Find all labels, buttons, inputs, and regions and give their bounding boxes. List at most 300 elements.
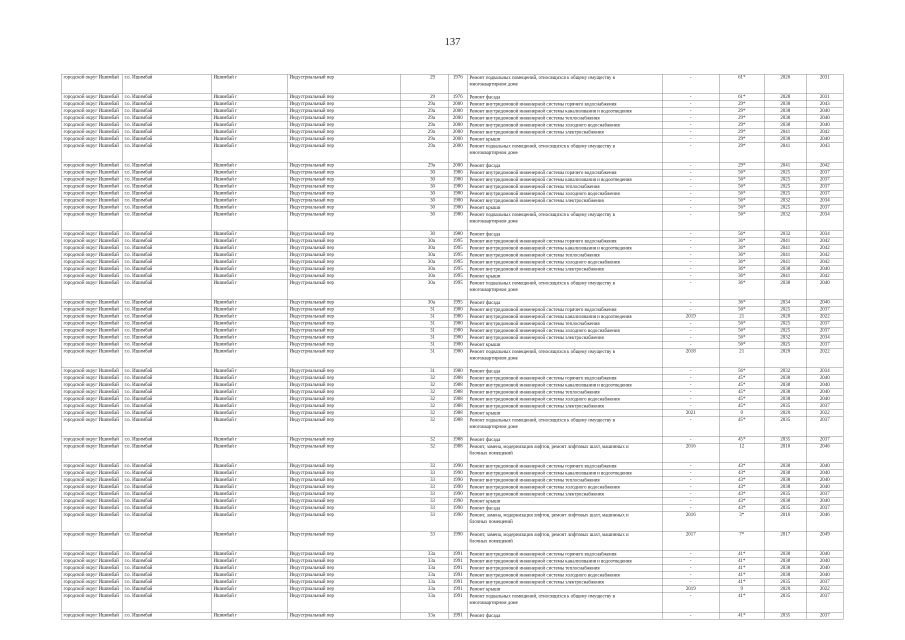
house-number-cell: 33а — [400, 565, 448, 572]
build-year-cell: 2000 — [448, 143, 467, 163]
wear-cell: 56* — [719, 197, 764, 204]
wear-cell: 56* — [719, 183, 764, 190]
house-number-cell: 33 — [400, 531, 448, 551]
plan-start-cell: 2038 — [764, 565, 806, 572]
street-cell: Индустриальный пер — [287, 505, 400, 512]
settlement-cell: Ишимбай г — [211, 531, 287, 551]
district-cell: городской округ Ишимбай — [61, 143, 122, 163]
district-cell: городской округ Ишимбай — [61, 108, 122, 115]
house-number-cell: 33 — [400, 505, 448, 512]
table-row — [61, 238, 843, 245]
municipality-cell: г.о. Ишимбай — [122, 108, 211, 115]
table-row — [61, 512, 843, 532]
work-type-cell: Ремонт внутридомовой инженерной системы канализования и водоотведения — [467, 245, 662, 252]
municipality-cell: г.о. Ишимбай — [122, 417, 211, 437]
street-cell: Индустриальный пер — [287, 115, 400, 122]
wear-cell: 41* — [719, 565, 764, 572]
last-repair-year-cell: 2017 — [662, 531, 719, 551]
last-repair-year-cell: - — [662, 129, 719, 136]
work-type-cell: Ремонт внутридомовой инженерной системы горячего водоснабжения — [467, 375, 662, 382]
table-row — [61, 136, 843, 143]
street-cell: Индустриальный пер — [287, 252, 400, 259]
municipality-cell: г.о. Ишимбай — [122, 273, 211, 280]
settlement-cell: Ишимбай г — [211, 558, 287, 565]
plan-end-cell: 2037 — [806, 505, 843, 512]
street-cell: Индустриальный пер — [287, 94, 400, 101]
plan-start-cell: 2038 — [764, 389, 806, 396]
wear-cell: 41* — [719, 572, 764, 579]
work-type-cell: Ремонт крыши — [467, 273, 662, 280]
last-repair-year-cell: - — [662, 375, 719, 382]
house-number-cell: 31 — [400, 306, 448, 313]
settlement-cell: Ишимбай г — [211, 231, 287, 238]
street-cell: Индустриальный пер — [287, 579, 400, 586]
build-year-cell: 1990 — [448, 470, 467, 477]
house-number-cell: 29а — [400, 162, 448, 169]
last-repair-year-cell: - — [662, 136, 719, 143]
work-type-cell: Ремонт внутридомовой инженерной системы теплоснабжения — [467, 565, 662, 572]
municipality-cell: г.о. Ишимбай — [122, 94, 211, 101]
build-year-cell: 1991 — [448, 558, 467, 565]
district-cell: городской округ Ишимбай — [61, 375, 122, 382]
wear-cell: 45* — [719, 389, 764, 396]
plan-start-cell: 2032 — [764, 231, 806, 238]
district-cell: городской округ Ишимбай — [61, 498, 122, 505]
street-cell: Индустриальный пер — [287, 396, 400, 403]
work-type-cell: Ремонт внутридомовой инженерной системы теплоснабжения — [467, 183, 662, 190]
wear-cell: 45* — [719, 436, 764, 443]
last-repair-year-cell: - — [662, 498, 719, 505]
wear-cell: 36* — [719, 259, 764, 266]
last-repair-year-cell: - — [662, 122, 719, 129]
plan-start-cell: 2038 — [764, 280, 806, 300]
house-number-cell: 31 — [400, 334, 448, 341]
street-cell: Индустриальный пер — [287, 341, 400, 348]
settlement-cell: Ишимбай г — [211, 512, 287, 532]
settlement-cell: Ишимбай г — [211, 245, 287, 252]
district-cell: городской округ Ишимбай — [61, 572, 122, 579]
plan-end-cell: 2040 — [806, 136, 843, 143]
municipality-cell: г.о. Ишимбай — [122, 498, 211, 505]
last-repair-year-cell: - — [662, 169, 719, 176]
street-cell: Индустриальный пер — [287, 313, 400, 320]
plan-start-cell: 2041 — [764, 259, 806, 266]
work-type-cell: Ремонт внутридомовой инженерной системы теплоснабжения — [467, 320, 662, 327]
municipality-cell: г.о. Ишимбай — [122, 586, 211, 593]
table-row — [61, 612, 843, 619]
table-row — [61, 443, 843, 463]
work-type-cell: Ремонт внутридомовой инженерной системы канализования и водоотведения — [467, 108, 662, 115]
wear-cell: 29* — [719, 108, 764, 115]
district-cell: городской округ Ишимбай — [61, 593, 122, 613]
house-number-cell: 30 — [400, 204, 448, 211]
wear-cell: 56* — [719, 204, 764, 211]
plan-start-cell: 2038 — [764, 122, 806, 129]
settlement-cell: Ишимбай г — [211, 273, 287, 280]
street-cell: Индустриальный пер — [287, 136, 400, 143]
street-cell: Индустриальный пер — [287, 348, 400, 368]
municipality-cell: г.о. Ишимбай — [122, 593, 211, 613]
build-year-cell: 1991 — [448, 565, 467, 572]
build-year-cell: 1980 — [448, 327, 467, 334]
plan-start-cell: 2038 — [764, 484, 806, 491]
last-repair-year-cell: - — [662, 565, 719, 572]
municipality-cell: г.о. Ишимбай — [122, 74, 211, 94]
wear-cell: 56* — [719, 190, 764, 197]
wear-cell: 36* — [719, 238, 764, 245]
work-type-cell: Ремонт подвальных помещений, относящихся к общему имуществу в многоквартирном доме — [467, 143, 662, 163]
municipality-cell: г.о. Ишимбай — [122, 389, 211, 396]
street-cell: Индустриальный пер — [287, 108, 400, 115]
table-row — [61, 572, 843, 579]
plan-end-cell: 2037 — [806, 436, 843, 443]
municipality-cell: г.о. Ишимбай — [122, 327, 211, 334]
settlement-cell: Ишимбай г — [211, 211, 287, 231]
wear-cell: 21 — [719, 348, 764, 368]
last-repair-year-cell: - — [662, 115, 719, 122]
settlement-cell: Ишимбай г — [211, 115, 287, 122]
settlement-cell: Ишимбай г — [211, 586, 287, 593]
street-cell: Индустриальный пер — [287, 512, 400, 532]
settlement-cell: Ишимбай г — [211, 266, 287, 273]
last-repair-year-cell: - — [662, 593, 719, 613]
municipality-cell: г.о. Ишимбай — [122, 211, 211, 231]
plan-end-cell: 2037 — [806, 190, 843, 197]
wear-cell: 56* — [719, 334, 764, 341]
house-number-cell: 29 — [400, 94, 448, 101]
district-cell: городской округ Ишимбай — [61, 238, 122, 245]
house-number-cell: 32 — [400, 389, 448, 396]
municipality-cell: г.о. Ишимбай — [122, 313, 211, 320]
build-year-cell: 1995 — [448, 280, 467, 300]
house-number-cell: 29а — [400, 129, 448, 136]
last-repair-year-cell: - — [662, 463, 719, 470]
build-year-cell: 2000 — [448, 162, 467, 169]
table-row — [61, 498, 843, 505]
wear-cell: 0 — [719, 410, 764, 417]
wear-cell: 36* — [719, 252, 764, 259]
wear-cell: 9 — [719, 586, 764, 593]
last-repair-year-cell: - — [662, 334, 719, 341]
street-cell: Индустриальный пер — [287, 306, 400, 313]
district-cell: городской округ Ишимбай — [61, 612, 122, 619]
municipality-cell: г.о. Ишимбай — [122, 129, 211, 136]
municipality-cell: г.о. Ишимбай — [122, 334, 211, 341]
plan-end-cell: 2037 — [806, 183, 843, 190]
build-year-cell: 1980 — [448, 169, 467, 176]
last-repair-year-cell: - — [662, 551, 719, 558]
district-cell: городской округ Ишимбай — [61, 551, 122, 558]
plan-start-cell: 2025 — [764, 341, 806, 348]
work-type-cell: Ремонт внутридомовой инженерной системы теплоснабжения — [467, 252, 662, 259]
work-type-cell: Ремонт крыши — [467, 136, 662, 143]
work-type-cell: Ремонт внутридомовой инженерной системы горячего водоснабжения — [467, 463, 662, 470]
plan-end-cell: 2042 — [806, 252, 843, 259]
district-cell: городской округ Ишимбай — [61, 565, 122, 572]
wear-cell: 29* — [719, 129, 764, 136]
municipality-cell: г.о. Ишимбай — [122, 436, 211, 443]
settlement-cell: Ишимбай г — [211, 183, 287, 190]
table-row — [61, 477, 843, 484]
work-type-cell: Ремонт фасада — [467, 299, 662, 306]
wear-cell: 29* — [719, 122, 764, 129]
municipality-cell: г.о. Ишимбай — [122, 484, 211, 491]
district-cell: городской округ Ишимбай — [61, 505, 122, 512]
plan-end-cell: 2040 — [806, 484, 843, 491]
last-repair-year-cell: 2019 — [662, 586, 719, 593]
settlement-cell: Ишимбай г — [211, 436, 287, 443]
settlement-cell: Ишимбай г — [211, 169, 287, 176]
work-type-cell: Ремонт, замена, модернизация лифтов, ремонт лифтовых шахт, машинных и блочных помещений — [467, 512, 662, 532]
street-cell: Индустриальный пер — [287, 259, 400, 266]
wear-cell: 43* — [719, 470, 764, 477]
last-repair-year-cell: - — [662, 204, 719, 211]
municipality-cell: г.о. Ишимбай — [122, 122, 211, 129]
district-cell: городской округ Ишимбай — [61, 306, 122, 313]
plan-end-cell: 2046 — [806, 443, 843, 463]
municipality-cell: г.о. Ишимбай — [122, 136, 211, 143]
plan-start-cell: 2038 — [764, 463, 806, 470]
plan-start-cell: 2035 — [764, 417, 806, 437]
plan-end-cell: 2040 — [806, 115, 843, 122]
district-cell: городской округ Ишимбай — [61, 410, 122, 417]
wear-cell: 7* — [719, 531, 764, 551]
build-year-cell: 2000 — [448, 136, 467, 143]
municipality-cell: г.о. Ишимбай — [122, 306, 211, 313]
plan-end-cell: 2034 — [806, 334, 843, 341]
settlement-cell: Ишимбай г — [211, 162, 287, 169]
settlement-cell: Ишимбай г — [211, 341, 287, 348]
wear-cell: 56* — [719, 306, 764, 313]
wear-cell: 56* — [719, 169, 764, 176]
plan-start-cell: 2035 — [764, 593, 806, 613]
settlement-cell: Ишимбай г — [211, 612, 287, 619]
table-row — [61, 348, 843, 368]
district-cell: городской округ Ишимбай — [61, 579, 122, 586]
wear-cell: 36* — [719, 245, 764, 252]
build-year-cell: 1995 — [448, 245, 467, 252]
plan-start-cell: 2038 — [764, 477, 806, 484]
house-number-cell: 31 — [400, 320, 448, 327]
house-number-cell: 29а — [400, 101, 448, 108]
table-row — [61, 410, 843, 417]
plan-end-cell: 2040 — [806, 565, 843, 572]
build-year-cell: 1976 — [448, 94, 467, 101]
house-number-cell: 33а — [400, 558, 448, 565]
street-cell: Индустриальный пер — [287, 190, 400, 197]
house-number-cell: 30 — [400, 183, 448, 190]
house-number-cell: 31 — [400, 327, 448, 334]
house-number-cell: 33 — [400, 477, 448, 484]
district-cell: городской округ Ишимбай — [61, 463, 122, 470]
street-cell: Индустриальный пер — [287, 197, 400, 204]
street-cell: Индустриальный пер — [287, 572, 400, 579]
plan-end-cell: 2031 — [806, 94, 843, 101]
build-year-cell: 1988 — [448, 403, 467, 410]
table-row — [61, 389, 843, 396]
wear-cell: 29* — [719, 101, 764, 108]
build-year-cell: 1990 — [448, 498, 467, 505]
municipality-cell: г.о. Ишимбай — [122, 320, 211, 327]
table-row — [61, 491, 843, 498]
plan-end-cell: 2037 — [806, 306, 843, 313]
build-year-cell: 1991 — [448, 551, 467, 558]
settlement-cell: Ишимбай г — [211, 94, 287, 101]
plan-start-cell: 2038 — [764, 115, 806, 122]
house-number-cell: 30а — [400, 266, 448, 273]
municipality-cell: г.о. Ишимбай — [122, 266, 211, 273]
last-repair-year-cell: - — [662, 259, 719, 266]
build-year-cell: 1976 — [448, 74, 467, 94]
house-number-cell: 30а — [400, 259, 448, 266]
plan-start-cell: 2035 — [764, 403, 806, 410]
work-type-cell: Ремонт подвальных помещений, относящихся к общему имуществу в многоквартирном доме — [467, 280, 662, 300]
last-repair-year-cell: - — [662, 477, 719, 484]
settlement-cell: Ишимбай г — [211, 417, 287, 437]
work-type-cell: Ремонт внутридомовой инженерной системы холодного водоснабжения — [467, 572, 662, 579]
work-type-cell: Ремонт внутридомовой инженерной системы канализования и водоотведения — [467, 470, 662, 477]
last-repair-year-cell: - — [662, 231, 719, 238]
plan-start-cell: 2038 — [764, 375, 806, 382]
table-row — [61, 368, 843, 375]
table-row — [61, 143, 843, 163]
municipality-cell: г.о. Ишимбай — [122, 101, 211, 108]
work-type-cell: Ремонт подвальных помещений, относящихся к общему имуществу в многоквартирном доме — [467, 211, 662, 231]
plan-end-cell: 2040 — [806, 463, 843, 470]
plan-start-cell: 2032 — [764, 334, 806, 341]
last-repair-year-cell: - — [662, 238, 719, 245]
build-year-cell: 1980 — [448, 306, 467, 313]
house-number-cell: 33а — [400, 586, 448, 593]
wear-cell: 41* — [719, 551, 764, 558]
street-cell: Индустриальный пер — [287, 238, 400, 245]
plan-start-cell: 2038 — [764, 470, 806, 477]
street-cell: Индустриальный пер — [287, 122, 400, 129]
house-number-cell: 31 — [400, 348, 448, 368]
plan-start-cell: 2028 — [764, 94, 806, 101]
table-row — [61, 327, 843, 334]
street-cell: Индустриальный пер — [287, 204, 400, 211]
work-type-cell: Ремонт внутридомовой инженерной системы теплоснабжения — [467, 477, 662, 484]
work-type-cell: Ремонт внутридомовой инженерной системы электроснабжения — [467, 579, 662, 586]
plan-end-cell: 2040 — [806, 382, 843, 389]
house-number-cell: 30 — [400, 197, 448, 204]
build-year-cell: 2000 — [448, 129, 467, 136]
plan-end-cell: 2037 — [806, 327, 843, 334]
build-year-cell: 1990 — [448, 477, 467, 484]
table-row — [61, 197, 843, 204]
wear-cell: 56* — [719, 320, 764, 327]
municipality-cell: г.о. Ишимбай — [122, 162, 211, 169]
table-row — [61, 94, 843, 101]
build-year-cell: 2000 — [448, 108, 467, 115]
municipality-cell: г.о. Ишимбай — [122, 115, 211, 122]
last-repair-year-cell: - — [662, 572, 719, 579]
last-repair-year-cell: 2018 — [662, 348, 719, 368]
build-year-cell: 1990 — [448, 531, 467, 551]
street-cell: Индустриальный пер — [287, 176, 400, 183]
house-number-cell: 30а — [400, 252, 448, 259]
settlement-cell: Ишимбай г — [211, 143, 287, 163]
settlement-cell: Ишимбай г — [211, 176, 287, 183]
district-cell: городской округ Ишимбай — [61, 436, 122, 443]
district-cell: городской округ Ишимбай — [61, 74, 122, 94]
house-number-cell: 32 — [400, 417, 448, 437]
house-number-cell: 30 — [400, 211, 448, 231]
work-type-cell: Ремонт крыши — [467, 586, 662, 593]
municipality-cell: г.о. Ишимбай — [122, 197, 211, 204]
table-row — [61, 190, 843, 197]
plan-start-cell: 2041 — [764, 238, 806, 245]
work-type-cell: Ремонт фасада — [467, 231, 662, 238]
build-year-cell: 1988 — [448, 417, 467, 437]
settlement-cell: Ишимбай г — [211, 443, 287, 463]
municipality-cell: г.о. Ишимбай — [122, 252, 211, 259]
street-cell: Индустриальный пер — [287, 382, 400, 389]
settlement-cell: Ишимбай г — [211, 382, 287, 389]
settlement-cell: Ишимбай г — [211, 238, 287, 245]
settlement-cell: Ишимбай г — [211, 136, 287, 143]
plan-end-cell: 2040 — [806, 266, 843, 273]
last-repair-year-cell: - — [662, 389, 719, 396]
house-number-cell: 33а — [400, 572, 448, 579]
build-year-cell: 1980 — [448, 197, 467, 204]
build-year-cell: 1988 — [448, 382, 467, 389]
district-cell: городской округ Ишимбай — [61, 299, 122, 306]
district-cell: городской округ Ишимбай — [61, 169, 122, 176]
plan-start-cell: 2041 — [764, 129, 806, 136]
build-year-cell: 1980 — [448, 183, 467, 190]
house-number-cell: 29а — [400, 136, 448, 143]
build-year-cell: 1991 — [448, 593, 467, 613]
municipality-cell: г.о. Ишимбай — [122, 176, 211, 183]
plan-start-cell: 2016 — [764, 512, 806, 532]
table-row — [61, 299, 843, 306]
work-type-cell: Ремонт фасада — [467, 612, 662, 619]
table-row — [61, 417, 843, 437]
build-year-cell: 1991 — [448, 586, 467, 593]
settlement-cell: Ишимбай г — [211, 122, 287, 129]
build-year-cell: 1995 — [448, 259, 467, 266]
wear-cell: 45* — [719, 403, 764, 410]
table-row — [61, 273, 843, 280]
house-number-cell: 31 — [400, 313, 448, 320]
table-row — [61, 183, 843, 190]
last-repair-year-cell: - — [662, 436, 719, 443]
settlement-cell: Ишимбай г — [211, 463, 287, 470]
plan-start-cell: 2025 — [764, 327, 806, 334]
plan-start-cell: 2038 — [764, 136, 806, 143]
street-cell: Индустриальный пер — [287, 443, 400, 463]
last-repair-year-cell: - — [662, 382, 719, 389]
district-cell: городской округ Ишимбай — [61, 122, 122, 129]
last-repair-year-cell: - — [662, 176, 719, 183]
wear-cell: 43* — [719, 463, 764, 470]
build-year-cell: 1990 — [448, 491, 467, 498]
plan-end-cell: 2037 — [806, 169, 843, 176]
work-type-cell: Ремонт подвальных помещений, относящихся к общему имуществу в многоквартирном доме — [467, 417, 662, 437]
plan-start-cell: 2038 — [764, 396, 806, 403]
street-cell: Индустриальный пер — [287, 586, 400, 593]
plan-start-cell: 2020 — [764, 586, 806, 593]
house-number-cell: 30 — [400, 190, 448, 197]
settlement-cell: Ишимбай г — [211, 313, 287, 320]
plan-end-cell: 2040 — [806, 108, 843, 115]
last-repair-year-cell: - — [662, 327, 719, 334]
settlement-cell: Ишимбай г — [211, 565, 287, 572]
street-cell: Индустриальный пер — [287, 169, 400, 176]
municipality-cell: г.о. Ишимбай — [122, 470, 211, 477]
